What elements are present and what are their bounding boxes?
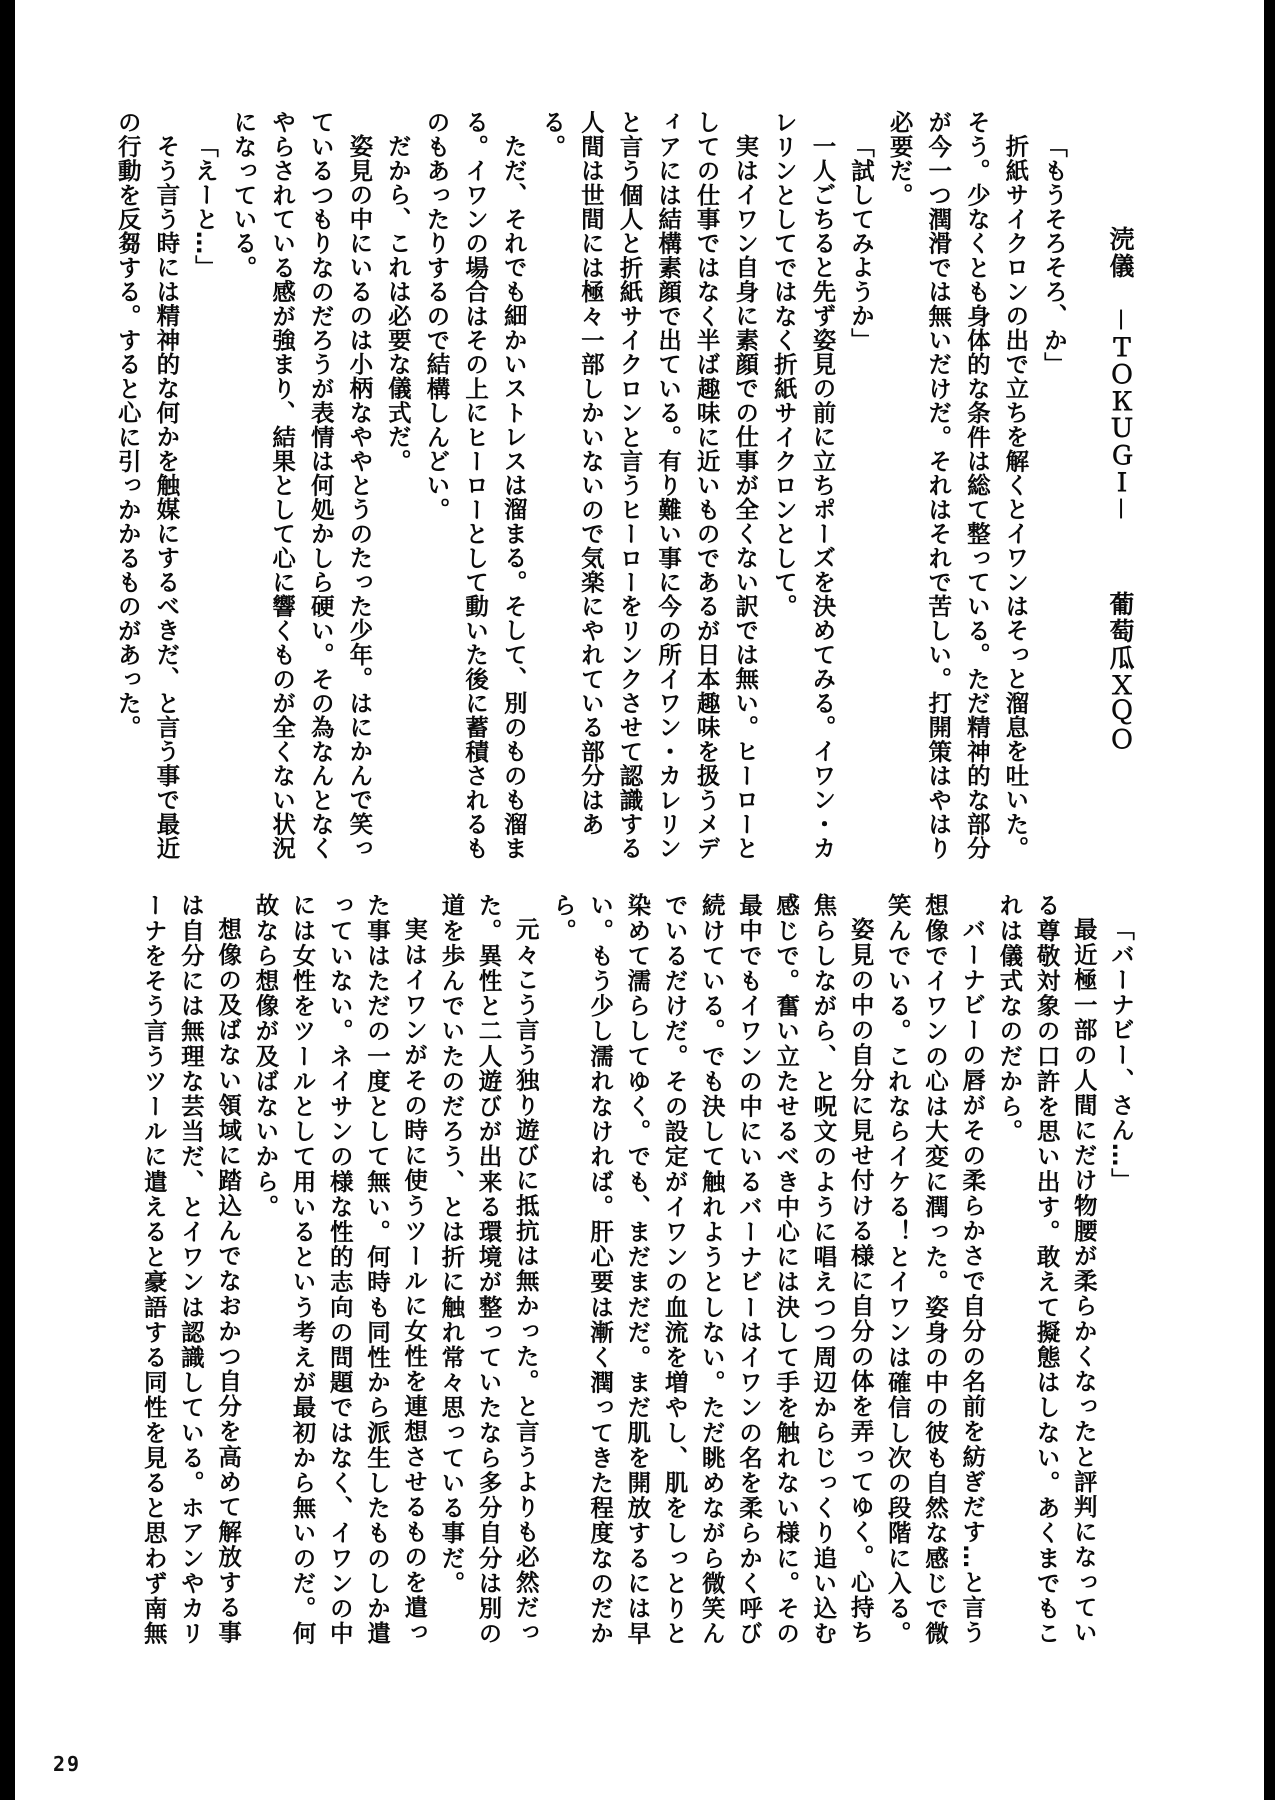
paragraph: 元々こう言う独り遊びに抵抗は無かった。と言うよりも必然だった。異性と二人遊びが出来る環境が整っていたなら多分自分は別の道を歩んでいたのだろう、とは折に触れ常々思っている事だ。	[437, 893, 540, 1646]
paragraph: 「えーと…」	[190, 133, 219, 279]
paragraph: 「バーナビー、さん…」	[1107, 916, 1135, 1193]
page-number: 29	[53, 1752, 82, 1776]
paragraph: 実はイワン自身に素顔での仕事が全くない訳では無い。ヒーローとしての仕事ではなく半ば趣味に近いものであるが日本趣味を扱うメディアには結構素顔で出ている。有り難い事に今の所イワン・カレリンと言う個人と折紙サイクロンと言うヒーローをリンクさせて認識する人間は世間には極々一部しかいないので気楽にやれている部分はある。	[538, 110, 760, 861]
story-section-bottom	[135, 893, 1139, 1655]
paragraph: 一人ごちると先ず姿見の前に立ちポーズを決めてみる。イワン・カレリンとしてではなく折紙サイクロンとして。	[769, 110, 837, 860]
paragraph: 姿見の中の自分に見せ付ける様に自分の体を弄ってゆく。心持ち焦らしながら、と呪文のように唱えつつ周辺からじっくり追い込む感じで。奮い立たせるべき中心には決して手を触れない様に。その最中でもイワンの中にいるバーナビーはイワンの名を柔らかく呼び続けている。でも決して触れようとしない。ただ眺めながら微笑んでいるだけだ。その設定がイワンの血流を増やし、肌をしっとりと染めて濡らしてゆく。でも、まだまだだ。まだ肌を開放するには早い。もう少し濡れなければ。肝心要は漸く潤ってきた程度なのだから。	[548, 893, 875, 1646]
paragraph: 折紙サイクロンの出で立ちを解くとイワンはそっと溜息を吐いた。	[1001, 133, 1030, 860]
paragraph: 想像の及ばない領域に踏込んでなおかつ自分を高めて解放する事は自分には無理な芸当だ、とイワンは認識している。ホアンやカリーナをそう言うツールに遣えると豪語する同性を見ると思わず南無	[139, 893, 243, 1646]
paragraph: 「もうそろそろ、か」	[1040, 133, 1068, 376]
page-edge-right	[1264, 0, 1275, 1800]
page-edge-left	[0, 0, 15, 1800]
story-title: 涜儀 －ＴＯＫＵＧＩ－	[1106, 226, 1135, 524]
paragraph: 最近極一部の人間にだけ物腰が柔らかくなったと評判になっている尊敬対象の口許を思い出す。敢えて擬態はしない。あくまでもこれは儀式なのだから。	[995, 893, 1098, 1646]
paragraph: そう。少なくとも身体的な条件は総て整っている。ただ精神的な部分が今一つ潤滑では無いだけだ。それはそれで苦しい。打開策はやはり必要だ。	[885, 110, 991, 861]
paragraph: 実はイワンがその時に使うツールに女性を連想させるものを遣った事はただの一度として無い。何時も同性から派生したものしか遣っていない。ネイサンの様な性的志向の問題ではなく、イワンの中には女性をツールとして用いるという考えが最初から無いのだ。何故なら想像が及ばないから。	[251, 893, 429, 1646]
paragraph: そう言う時には精神的な何かを触媒にするべきだ、と言う事で最近の行動を反芻する。すると心に引っかかるものがあった。	[113, 110, 181, 860]
author-name: 葡萄瓜ＸＱＯ	[1106, 591, 1135, 754]
title-column	[1097, 110, 1143, 862]
paragraph: 「試してみようか」	[847, 133, 876, 352]
story-section-top	[108, 110, 1143, 862]
paragraph: 姿見の中にいるのは小柄なややとうのたった少年。はにかんで笑っているつもりなのだろうが表情は何処かしら硬い。その為なんとなくやらされている感が強まり、結果として心に響くものが全くない状況になっている。	[229, 110, 374, 861]
paragraph: バーナビーの唇がその柔らかさで自分の名前を紡ぎだす…と言う想像でイワンの心は大変に潤った。姿身の中の彼も自然な感じで微笑んでいる。これならイケる！とイワンは確信し次の段階に入る。	[883, 893, 987, 1646]
paragraph: だから、これは必要な儀式だ。	[383, 133, 412, 473]
paragraph: ただ、それでも細かいストレスは溜まる。そして、別のものも溜まる。イワンの場合はその上にヒーローとして動いた後に蓄積されるものもあったりするので結構しんどい。	[422, 110, 528, 861]
